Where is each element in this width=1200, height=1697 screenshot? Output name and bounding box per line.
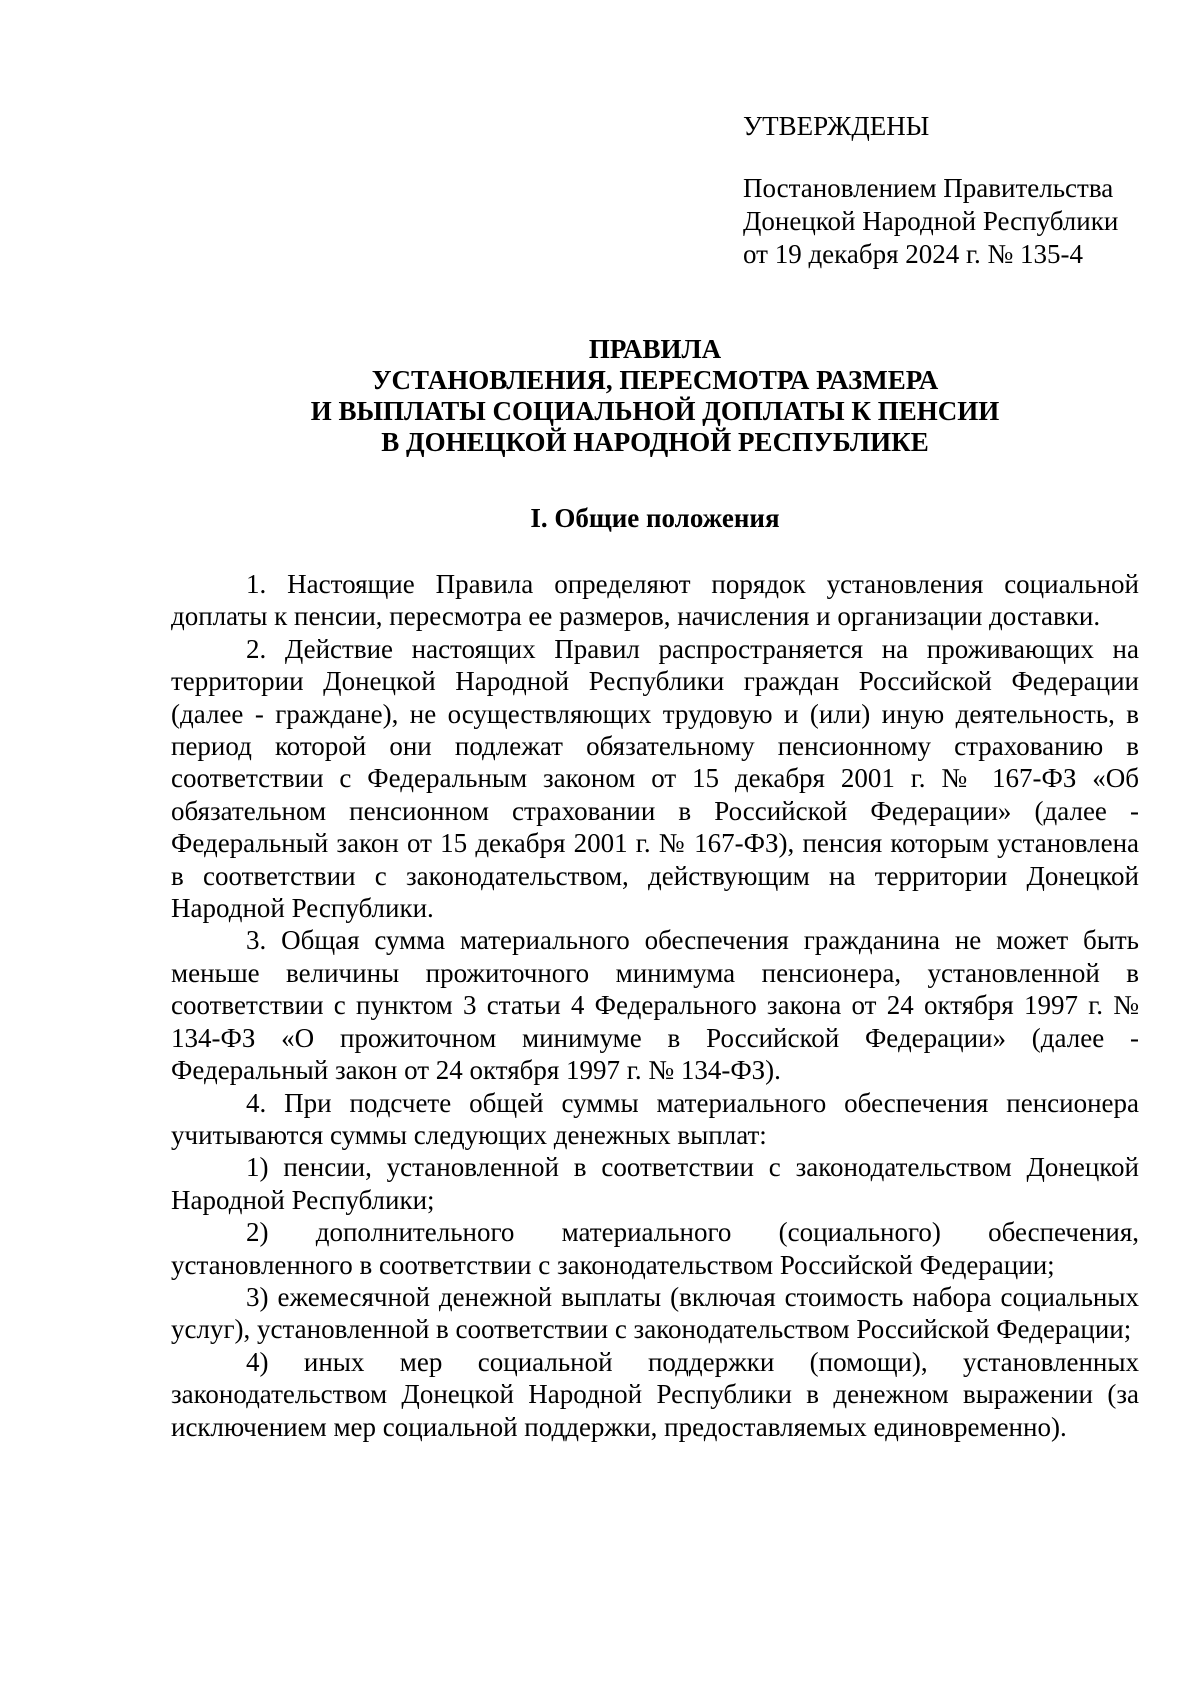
paragraph-item-4: 4. При подсчете общей суммы материального обеспечения пенсионера учитываются суммы следующих денежных выплат: bbox=[171, 1087, 1139, 1150]
approval-block bbox=[743, 110, 1163, 271]
subitem-1: 1) пенсии, установленной в соответствии с законодательством Донецкой Народной Республики; bbox=[171, 1152, 1139, 1215]
subitem-4: 4) иных мер социальной поддержки (помощи), установленных законодательством Донецкой Народной Республики в денежном выражении (за исключением мер социальной поддержки, предоставляемых единовременно). bbox=[171, 1346, 1139, 1442]
paragraph-item-3: 3. Общая сумма материального обеспечения гражданина не может быть меньше величины прожиточного минимума пенсионера, установленной в соответствии с пунктом 3 статьи 4 Федерального закона от 24 октября 1997 г. № 134-ФЗ «О прожиточном минимуме в Российской Федерации» (далее - Федеральный закон от 24 октября 1997 г. № 134-ФЗ). bbox=[171, 925, 1139, 1086]
approval-stamp-heading: УТВЕРЖДЕНЫ bbox=[743, 111, 930, 141]
document-title bbox=[170, 334, 1140, 458]
paragraph-item-2: 2. Действие настоящих Правил распространяется на проживающих на территории Донецкой Народной Республики граждан Российской Федерации (далее - граждане), не осуществляющих трудовую и (или) иную деятельность, в период которой они подлежат обязательному пенсионному страхованию в соответствии с Федеральным законом от 15 декабря 2001 г. № 167-ФЗ «Об обязательном пенсионном страховании в Российской Федерации» (далее - Федеральный закон от 15 декабря 2001 г. № 167-ФЗ), пенсия которым установлена в соответствии с законодательством, действующим на территории Донецкой Народной Республики. bbox=[171, 633, 1139, 924]
section-heading: I. Общие положения bbox=[530, 503, 780, 533]
approval-line: от 19 декабря 2024 г. № 135-4 bbox=[743, 239, 1084, 269]
title-line: УСТАНОВЛЕНИЯ, ПЕРЕСМОТРА РАЗМЕРА bbox=[371, 365, 939, 395]
document-body bbox=[171, 568, 1139, 1443]
approval-line: Постановлением Правительства bbox=[743, 173, 1114, 203]
title-line: В ДОНЕЦКОЙ НАРОДНОЙ РЕСПУБЛИКЕ bbox=[381, 427, 929, 457]
subitem-2: 2) дополнительного материального (социального) обеспечения, установленного в соответствии с законодательством Российской Федерации; bbox=[171, 1217, 1139, 1280]
title-line: И ВЫПЛАТЫ СОЦИАЛЬНОЙ ДОПЛАТЫ К ПЕНСИИ bbox=[310, 396, 1000, 426]
paragraph-item-1: 1. Настоящие Правила определяют порядок установления социальной доплаты к пенсии, пересмотра ее размеров, начисления и организации доставки. bbox=[171, 569, 1139, 632]
title-line: ПРАВИЛА bbox=[588, 334, 722, 364]
approval-line: Донецкой Народной Республики bbox=[743, 206, 1119, 236]
subitem-3: 3) ежемесячной денежной выплаты (включая стоимость набора социальных услуг), установленной в соответствии с законодательством Российской Федерации; bbox=[171, 1281, 1139, 1345]
